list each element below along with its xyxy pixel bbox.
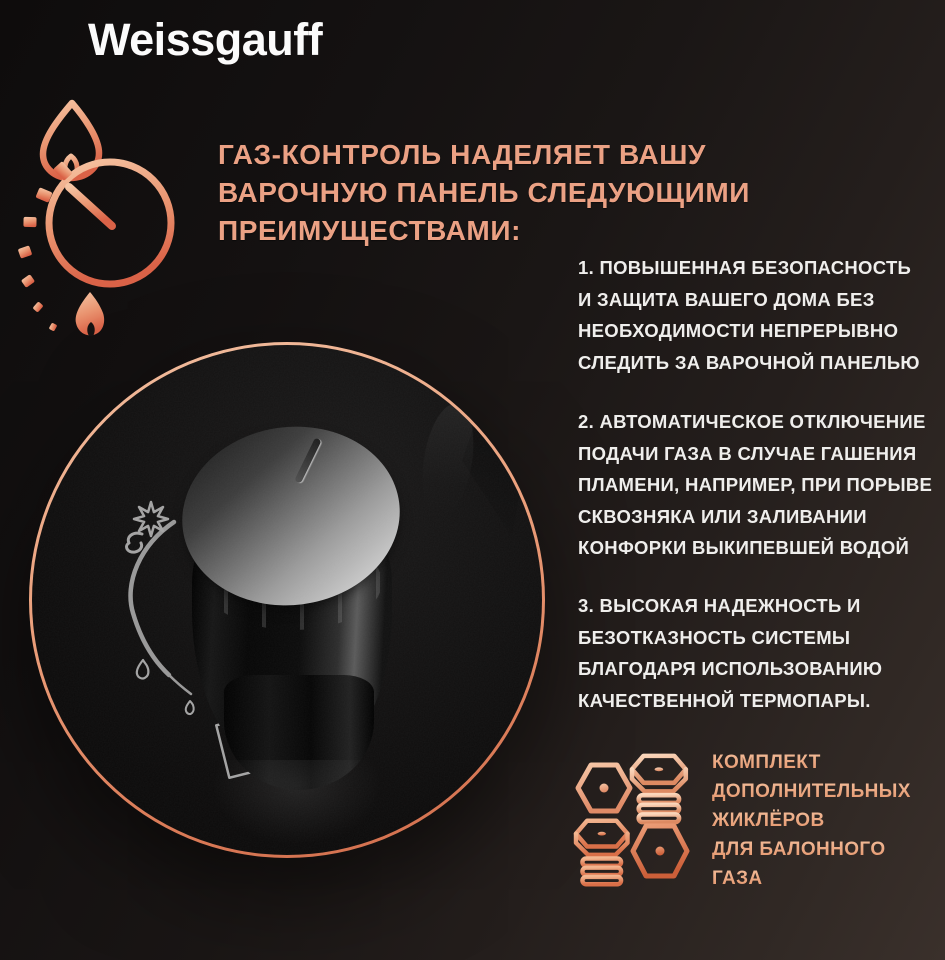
benefit-line: И ЗАЩИТА ВАШЕГО ДОМА БЕЗ <box>578 288 875 310</box>
kit-caption-line: ДОПОЛНИТЕЛЬНЫХ <box>712 777 945 806</box>
kit-caption-line: ГАЗА <box>712 864 945 893</box>
page-title <box>218 136 838 250</box>
benefit-item-2 <box>578 406 938 564</box>
low-flame-icon <box>76 292 105 336</box>
spark-icon <box>134 502 168 536</box>
hob-glass-surface <box>32 345 542 855</box>
kit-caption-line: ЖИКЛЁРОВ <box>712 806 945 835</box>
benefit-line: 3. ВЫСОКАЯ НАДЕЖНОСТЬ И <box>578 595 861 616</box>
jets-kit-icon <box>570 748 700 888</box>
threaded-jet-icon <box>632 756 686 822</box>
hex-jet-icon <box>633 826 687 876</box>
low-flame-mark <box>186 701 194 714</box>
benefit-line: КАЧЕСТВЕННОЙ ТЕРМОПАРЫ. <box>578 689 871 711</box>
benefit-line: СКВОЗНЯКА ИЛИ ЗАЛИВАНИИ <box>578 505 867 527</box>
flame-glyph <box>127 533 142 552</box>
heading-line: ПРЕИМУЩЕСТВАМИ: <box>218 215 521 246</box>
benefit-line: НЕОБХОДИМОСТИ НЕПРЕРЫВНО <box>578 320 899 341</box>
benefit-item-1 <box>578 252 938 378</box>
knob-reflection <box>212 760 382 845</box>
control-dial-icon <box>10 95 210 340</box>
heading-line: ГАЗ-КОНТРОЛЬ НАДЕЛЯЕТ ВАШУ <box>218 139 706 170</box>
heading-line: ВАРОЧНУЮ ПАНЕЛЬ СЛЕДУЮЩИМИ <box>218 177 751 208</box>
benefit-item-3 <box>578 590 938 716</box>
benefit-line: БЕЗОТКАЗНОСТЬ СИСТЕМЫ <box>578 626 851 648</box>
threaded-jet-icon <box>576 821 628 884</box>
kit-caption-line: КОМПЛЕКТ <box>712 748 945 777</box>
benefit-line: КОНФОРКИ ВЫКИПЕВШЕЙ ВОДОЙ <box>578 537 910 558</box>
benefit-line: ПОДАЧИ ГАЗА В СЛУЧАЕ ГАШЕНИЯ <box>578 442 917 464</box>
jets-kit-caption <box>712 748 945 893</box>
benefit-line: СЛЕДИТЬ ЗА ВАРОЧНОЙ ПАНЕЛЬЮ <box>578 351 920 373</box>
dial-pointer <box>69 187 112 226</box>
knob-indicator <box>294 437 321 483</box>
knob-photo <box>29 342 545 858</box>
benefit-line: ПЛАМЕНИ, НАПРИМЕР, ПРИ ПОРЫВЕ <box>578 474 933 495</box>
benefit-line: БЛАГОДАРЯ ИСПОЛЬЗОВАНИЮ <box>578 658 883 679</box>
hex-jet-icon <box>578 765 630 811</box>
kit-caption-line: ДЛЯ БАЛОННОГО <box>712 835 945 864</box>
low-flame-mark <box>137 660 149 678</box>
benefit-line: 2. АВТОМАТИЧЕСКОЕ ОТКЛЮЧЕНИЕ <box>578 411 926 432</box>
brand-logo: Weissgauff <box>88 14 323 65</box>
benefit-line: 1. ПОВЫШЕННАЯ БЕЗОПАСНОСТЬ <box>578 257 912 278</box>
